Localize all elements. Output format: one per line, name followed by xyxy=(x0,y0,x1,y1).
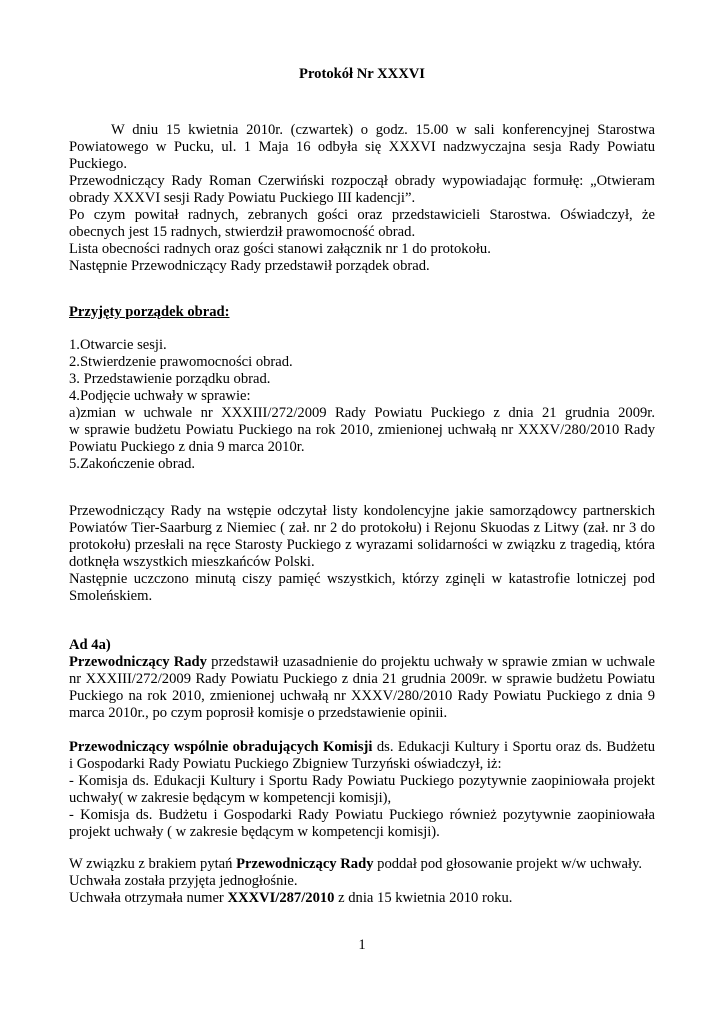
condolences-line: dotknęła wszystkich mieszkańców Polski. xyxy=(69,554,315,570)
committee-lead-bold: Przewodniczący wspólnie obradujących Komisji xyxy=(69,739,373,755)
agenda-subitem-line: w sprawie budżetu Powiatu Puckiego na rok 2010, zmienionej uchwałą nr XXXV/280/2010 Rady xyxy=(69,422,655,438)
committee-line-text: ds. Edukacji Kultury i Sportu oraz ds. Budżetu xyxy=(372,739,655,755)
vote-line xyxy=(69,856,655,873)
agenda-subitem-line: Powiatu Puckiego z dnia 9 marca 2010r. xyxy=(69,439,305,455)
vote-line-text: poddał pod głosowanie projekt w/w uchwały. xyxy=(373,856,643,872)
document-title: Protokół Nr XXXVI xyxy=(299,66,425,82)
ad4a-lead-bold: Przewodniczący Rady xyxy=(69,654,207,670)
intro-line: Puckiego. xyxy=(69,156,127,172)
committee-line: projekt uchwały ( w zakresie będącym w kompetencji komisji). xyxy=(69,824,440,840)
agenda-heading-container xyxy=(69,304,655,321)
intro-line: Przewodniczący Rady Roman Czerwiński rozpoczął obrady wypowiadając formułę: „Otwieram xyxy=(69,173,655,189)
committee-line xyxy=(69,739,655,756)
ad4a-heading: Ad 4a) xyxy=(69,637,111,653)
intro-line: Lista obecności radnych oraz gości stanowi załącznik nr 1 do protokołu. xyxy=(69,241,491,257)
vote-section xyxy=(69,856,655,907)
agenda-list xyxy=(69,337,655,473)
intro-line: Następnie Przewodniczący Rady przedstawił porządek obrad. xyxy=(69,258,430,274)
ad4a-line-text: przedstawił uzasadnienie do projektu uchwały w sprawie zmian w uchwale xyxy=(206,654,655,670)
intro-line: Powiatowego w Pucku, ul. 1 Maja 16 odbyła się XXXVI nadzwyczajna sesja Rady Powiatu xyxy=(69,139,655,155)
agenda-heading: Przyjęty porządek obrad: xyxy=(69,304,230,320)
agenda-item: 3. Przedstawienie porządku obrad. xyxy=(69,371,271,387)
intro-line: obrady XXXVI sesji Rady Powiatu Puckiego III kadencji”. xyxy=(69,190,416,206)
condolences-line: Następnie uczczono minutą ciszy pamięć wszystkich, którzy zginęli w katastrofie lotniczej pod xyxy=(69,571,655,587)
ad4a-line: Puckiego na rok 2010, zmienionej uchwałą nr XXXV/280/2010 Rady Powiatu Puckiego z dnia 9 xyxy=(69,688,655,704)
agenda-subitem-line: a)zmian w uchwale nr XXXIII/272/2009 Rady Powiatu Puckiego z dnia 21 grudnia 2009r. xyxy=(69,405,655,421)
vote-line-text: Uchwała otrzymała numer xyxy=(69,890,228,906)
ad4a-line: marca 2010r., po czym poprosił komisje o przedstawienie opinii. xyxy=(69,705,448,721)
vote-bold: Przewodniczący Rady xyxy=(236,856,374,872)
agenda-item: 1.Otwarcie sesji. xyxy=(69,337,167,353)
condolences-line: protokołu) przesłali na ręce Starosty Puckiego z wyrazami solidarności w związku z tragedią, która xyxy=(69,537,655,553)
vote-line: Uchwała została przyjęta jednogłośnie. xyxy=(69,873,298,889)
committee-line: - Komisja ds. Edukacji Kultury i Sportu Rady Powiatu Puckiego pozytywnie zaopiniowała projekt xyxy=(69,773,655,789)
vote-line-text: z dnia 15 kwietnia 2010 roku. xyxy=(334,890,513,906)
intro-line: Po czym powitał radnych, zebranych gości oraz przedstawicieli Starostwa. Oświadczył, że xyxy=(69,207,655,223)
intro-line: obecnych jest 15 radnych, stwierdził prawomocność obrad. xyxy=(69,224,416,240)
ad4a-line: nr XXXIII/272/2009 Rady Powiatu Puckiego z dnia 21 grudnia 2009r. w sprawie budżetu Powiatu xyxy=(69,671,655,687)
intro-line: W dniu 15 kwietnia 2010r. (czwartek) o godz. 15.00 w sali konferencyjnej Starostwa xyxy=(111,122,655,138)
intro-section xyxy=(69,122,655,275)
committee-line: - Komisja ds. Budżetu i Gospodarki Rady Powiatu Puckiego również pozytywnie zaopiniowała xyxy=(69,807,655,823)
vote-line-text: W związku z brakiem pytań xyxy=(69,856,237,872)
agenda-item: 2.Stwierdzenie prawomocności obrad. xyxy=(69,354,293,370)
ad4a-line xyxy=(69,654,655,671)
condolences-line: Powiatów Tier-Saarburg z Niemiec ( zał. nr 2 do protokołu) i Rejonu Skuodas z Litwy (zał. nr 3 do xyxy=(69,520,655,536)
committee-line: i Gospodarki Rady Powiatu Puckiego Zbigniew Turzyński oświadczył, iż: xyxy=(69,756,502,772)
page-number: 1 xyxy=(358,937,366,953)
condolences-line: Przewodniczący Rady na wstępie odczytał listy kondolencyjne jakie samorządowcy partnerskich xyxy=(69,503,655,519)
agenda-item: 5.Zakończenie obrad. xyxy=(69,456,196,472)
vote-line xyxy=(69,890,655,907)
committee-opinion-section xyxy=(69,739,655,841)
resolution-number: XXXVI/287/2010 xyxy=(227,890,335,906)
agenda-item: 4.Podjęcie uchwały w sprawie: xyxy=(69,388,251,404)
condolences-line: Smoleńskiem. xyxy=(69,588,153,604)
committee-line: uchwały( w zakresie będącym w kompetencji komisji), xyxy=(69,790,392,806)
condolences-section xyxy=(69,503,655,605)
ad4a-section xyxy=(69,637,655,722)
